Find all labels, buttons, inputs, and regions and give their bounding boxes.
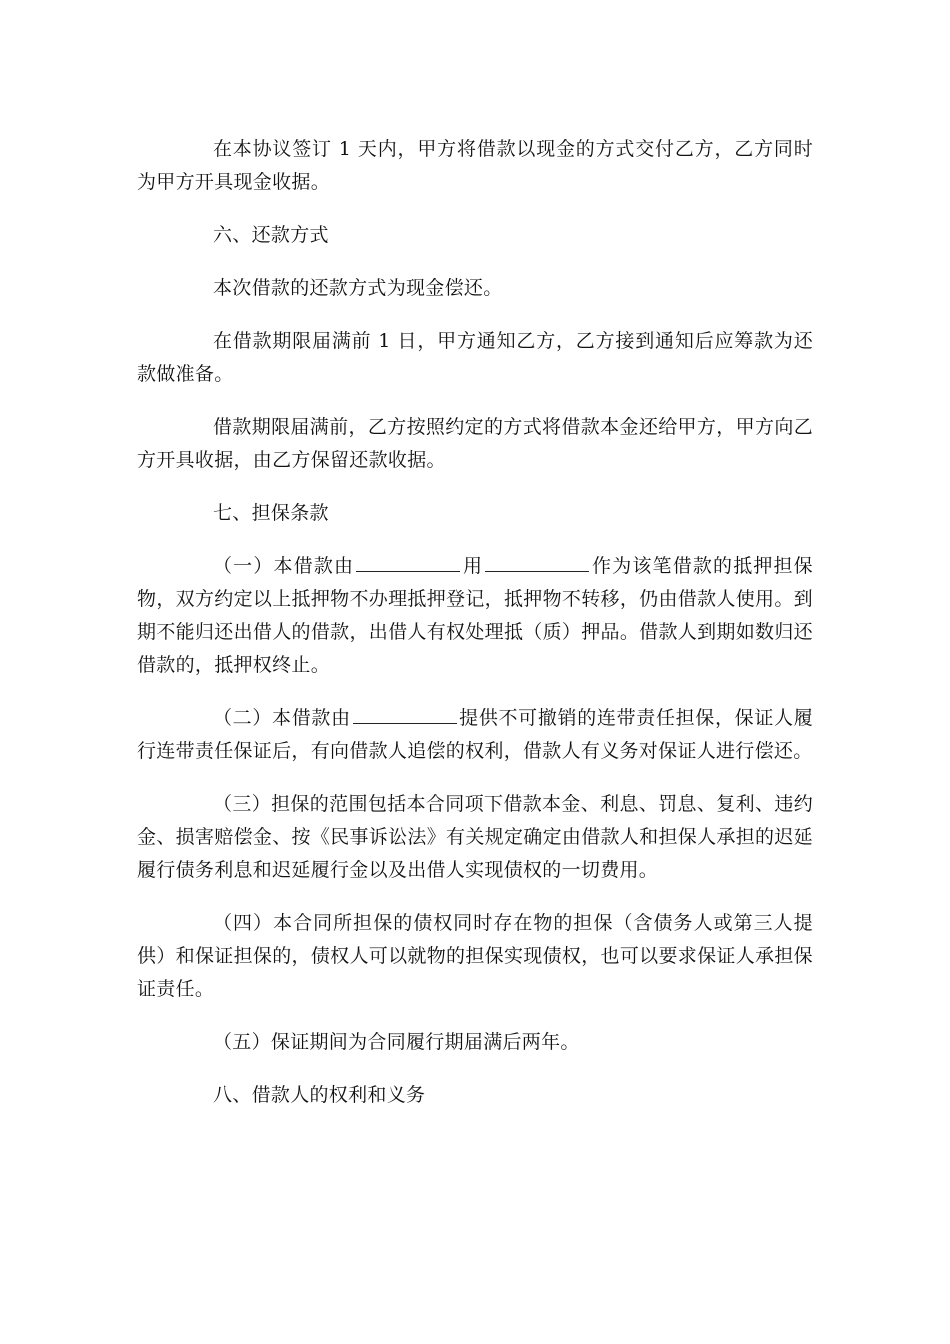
clause-collateral-text-b: 用 xyxy=(462,555,484,577)
section-heading-repayment: 六、还款方式 xyxy=(213,224,329,246)
clause-joint-liability xyxy=(137,702,813,768)
clause-guarantee-period: （五）保证期间为合同履行期届满后两年。 xyxy=(213,1031,580,1053)
blank-field xyxy=(356,570,460,572)
blank-field xyxy=(485,570,589,572)
clause-collateral-text-a: （一）本借款由 xyxy=(213,555,355,577)
paragraph-repayment-method: 本次借款的还款方式为现金偿还。 xyxy=(213,277,503,299)
clause-collateral-text-c: 作为该笔借款的抵押担保物，双方约定以上抵押物不办理抵押登记，抵押物不转移，仍由借款人使用。到期不能归还出借人的借款，出借人有权处理抵（质）押品。借款人到期如数归还借款的，抵押权终止。 xyxy=(137,555,813,676)
clause-collateral xyxy=(137,550,813,682)
clause-guarantee-scope: （三）担保的范围包括本合同项下借款本金、利息、罚息、复利、违约金、损害赔偿金、按《民事诉讼法》有关规定确定由借款人和担保人承担的迟延履行债务利息和迟延履行金以及出借人实现债权的一切费用。 xyxy=(137,793,813,881)
paragraph-return-principal: 借款期限届满前，乙方按照约定的方式将借款本金还给甲方，甲方向乙方开具收据，由乙方保留还款收据。 xyxy=(137,416,813,471)
clause-joint-liability-text-b: 提供不可撤销的连带责任担保，保证人履行连带责任保证后，有向借款人追偿的权利，借款人有义务对保证人进行偿还。 xyxy=(137,707,813,762)
section-heading-borrower-rights: 八、借款人的权利和义务 xyxy=(213,1084,426,1106)
blank-field xyxy=(353,722,457,724)
section-heading-guarantee: 七、担保条款 xyxy=(213,502,329,524)
paragraph-delivery: 在本协议签订 1 天内，甲方将借款以现金的方式交付乙方，乙方同时为甲方开具现金收据。 xyxy=(137,138,813,193)
clause-joint-liability-text-a: （二）本借款由 xyxy=(213,707,351,729)
clause-guarantee-priority: （四）本合同所担保的债权同时存在物的担保（含债务人或第三人提供）和保证担保的，债权人可以就物的担保实现债权，也可以要求保证人承担保证责任。 xyxy=(137,912,813,1000)
document-page xyxy=(137,133,813,1132)
paragraph-notice: 在借款期限届满前 1 日，甲方通知乙方，乙方接到通知后应筹款为还款做准备。 xyxy=(137,330,813,385)
